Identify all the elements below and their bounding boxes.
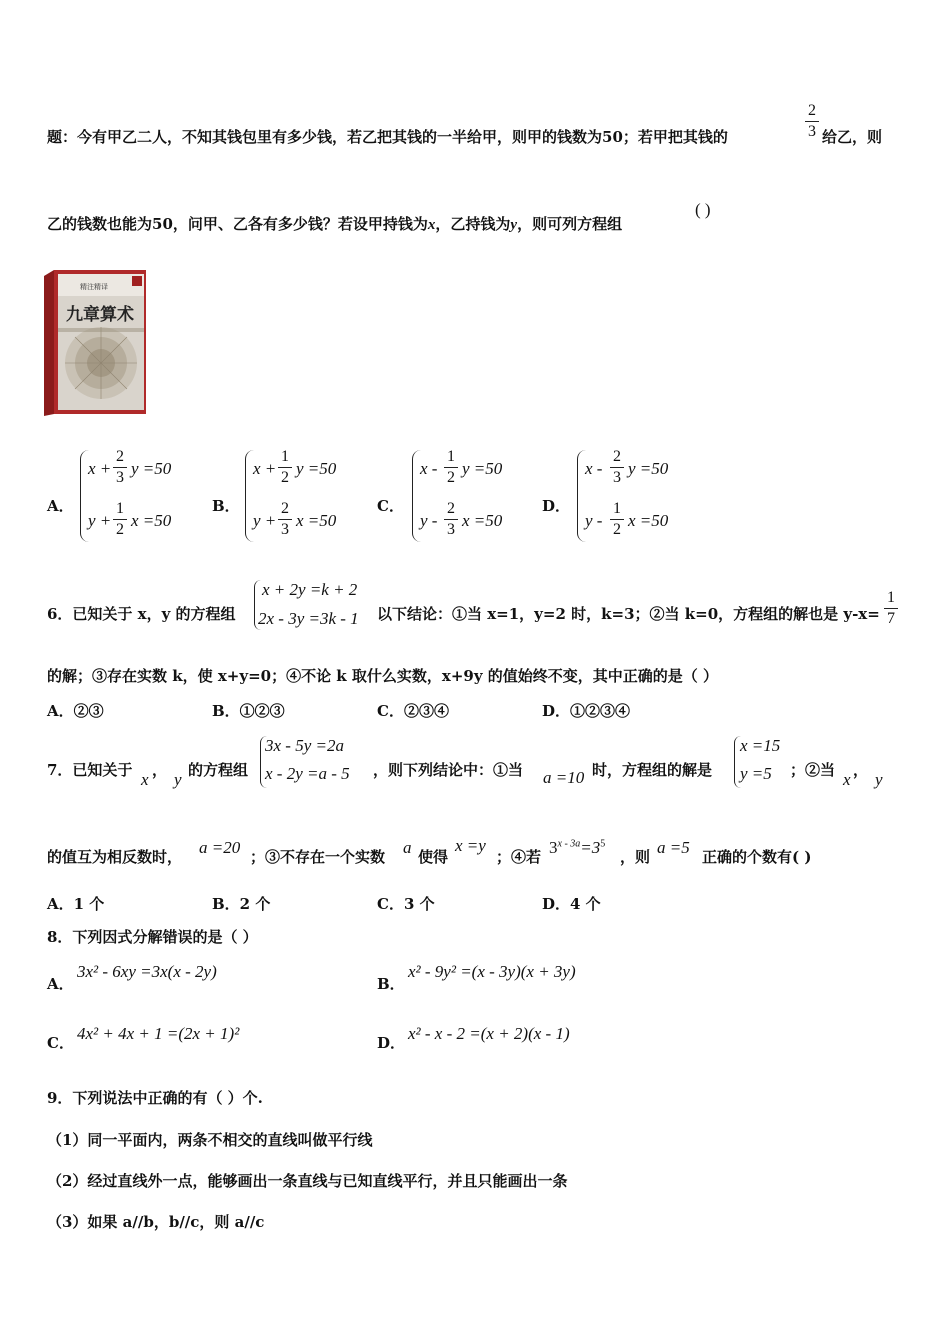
q6-prefix: 6．已知关于 x，y 的方程组 <box>47 605 236 623</box>
q6-option-b[interactable]: B．①②③ <box>212 702 285 720</box>
q7-option-d[interactable]: D．4 个 <box>542 895 601 913</box>
q9-item: （1）同一平面内，两条不相交的直线叫做平行线 <box>47 1131 373 1149</box>
q5-fraction: 2 3 <box>805 103 819 140</box>
q9-title: 9．下列说法中正确的有（ ）个. <box>47 1089 263 1107</box>
q8-title: 8．下列因式分解错误的是（ ） <box>47 928 258 946</box>
q5-line1a: 题：今有甲乙二人，不知其钱包里有多少钱，若乙把其钱的一半给甲，则甲的钱数为50；若甲把其钱的 <box>47 128 728 146</box>
book-image <box>44 268 146 416</box>
q8-option-d-label[interactable]: D． <box>377 1034 406 1052</box>
q6-option-a[interactable]: A．②③ <box>47 702 104 720</box>
q7-eq2: x - 2y =a - 5 <box>265 764 350 783</box>
q5-line1b: 给乙，则 <box>822 128 883 146</box>
q8-option-c-label[interactable]: C． <box>47 1034 74 1052</box>
book-subtitle: 精注精译 <box>80 283 108 291</box>
q7-eq1: 3x - 5y =2a <box>265 736 344 755</box>
q7-sol1: x =15 <box>740 736 781 755</box>
q6-eq2: 2x - 3y =3k - 1 <box>258 609 359 628</box>
q7-sol2: y =5 <box>740 764 772 783</box>
q8-option-a-label[interactable]: A． <box>47 975 74 993</box>
q6-eq1: x + 2y =k + 2 <box>262 580 358 599</box>
q7-power: $3^{x - 3a}=3^5$ <box>549 838 606 857</box>
q5-option-label[interactable]: A． <box>47 497 74 515</box>
q8-option-a-expr: 3x² - 6xy =3x(x - 2y) <box>77 962 217 981</box>
q7-mid: 的方程组 <box>188 761 249 779</box>
q7-after-sys: ，则下列结论中：①当 <box>373 761 524 779</box>
q5-option-label[interactable]: C． <box>377 497 404 515</box>
book-title: 九章算术 <box>66 305 134 325</box>
answer-paren: ( ) <box>695 200 711 219</box>
q8-option-b-label[interactable]: B． <box>377 975 405 993</box>
q5-line2: 乙的钱数也能为50，问甲、乙各有多少钱？若设甲持钱为x，乙持钱为y，则可列方程组 <box>47 215 623 233</box>
q6-line2: 的解；③存在实数 k，使 x+y=0；④不论 k 取什么实数，x+9y 的值始终不变，其中正确的是（ ） <box>47 667 719 685</box>
q9-item: （2）经过直线外一点，能够画出一条直线与已知直线平行，并且只能画出一条 <box>47 1172 568 1190</box>
q7-option-c[interactable]: C．3 个 <box>377 895 435 913</box>
q5-option-label[interactable]: B． <box>212 497 240 515</box>
q7-option-b[interactable]: B．2 个 <box>212 895 271 913</box>
q7-option-a[interactable]: A．1 个 <box>47 895 105 913</box>
q8-option-d-expr: x² - x - 2 =(x + 2)(x - 1) <box>408 1024 570 1043</box>
q6-option-d[interactable]: D．①②③④ <box>542 702 631 720</box>
q8-option-c-expr: 4x² + 4x + 1 =(2x + 1)² <box>77 1024 240 1043</box>
q9-item: （3）如果 a//b，b//c，则 a//c <box>47 1213 265 1231</box>
q5-option-label[interactable]: D． <box>542 497 571 515</box>
q7-line2a: 的值互为相反数时， <box>47 848 183 866</box>
q6-fraction: 1 7 <box>884 590 898 627</box>
q7-prefix: 7．已知关于 <box>47 761 133 779</box>
q6-option-c[interactable]: C．②③④ <box>377 702 449 720</box>
q6-suffix: 以下结论：①当 x=1，y=2 时，k=3；②当 k=0，方程组的解也是 y-x= <box>377 605 880 623</box>
q8-option-b-expr: x² - 9y² =(x - 3y)(x + 3y) <box>408 962 576 981</box>
